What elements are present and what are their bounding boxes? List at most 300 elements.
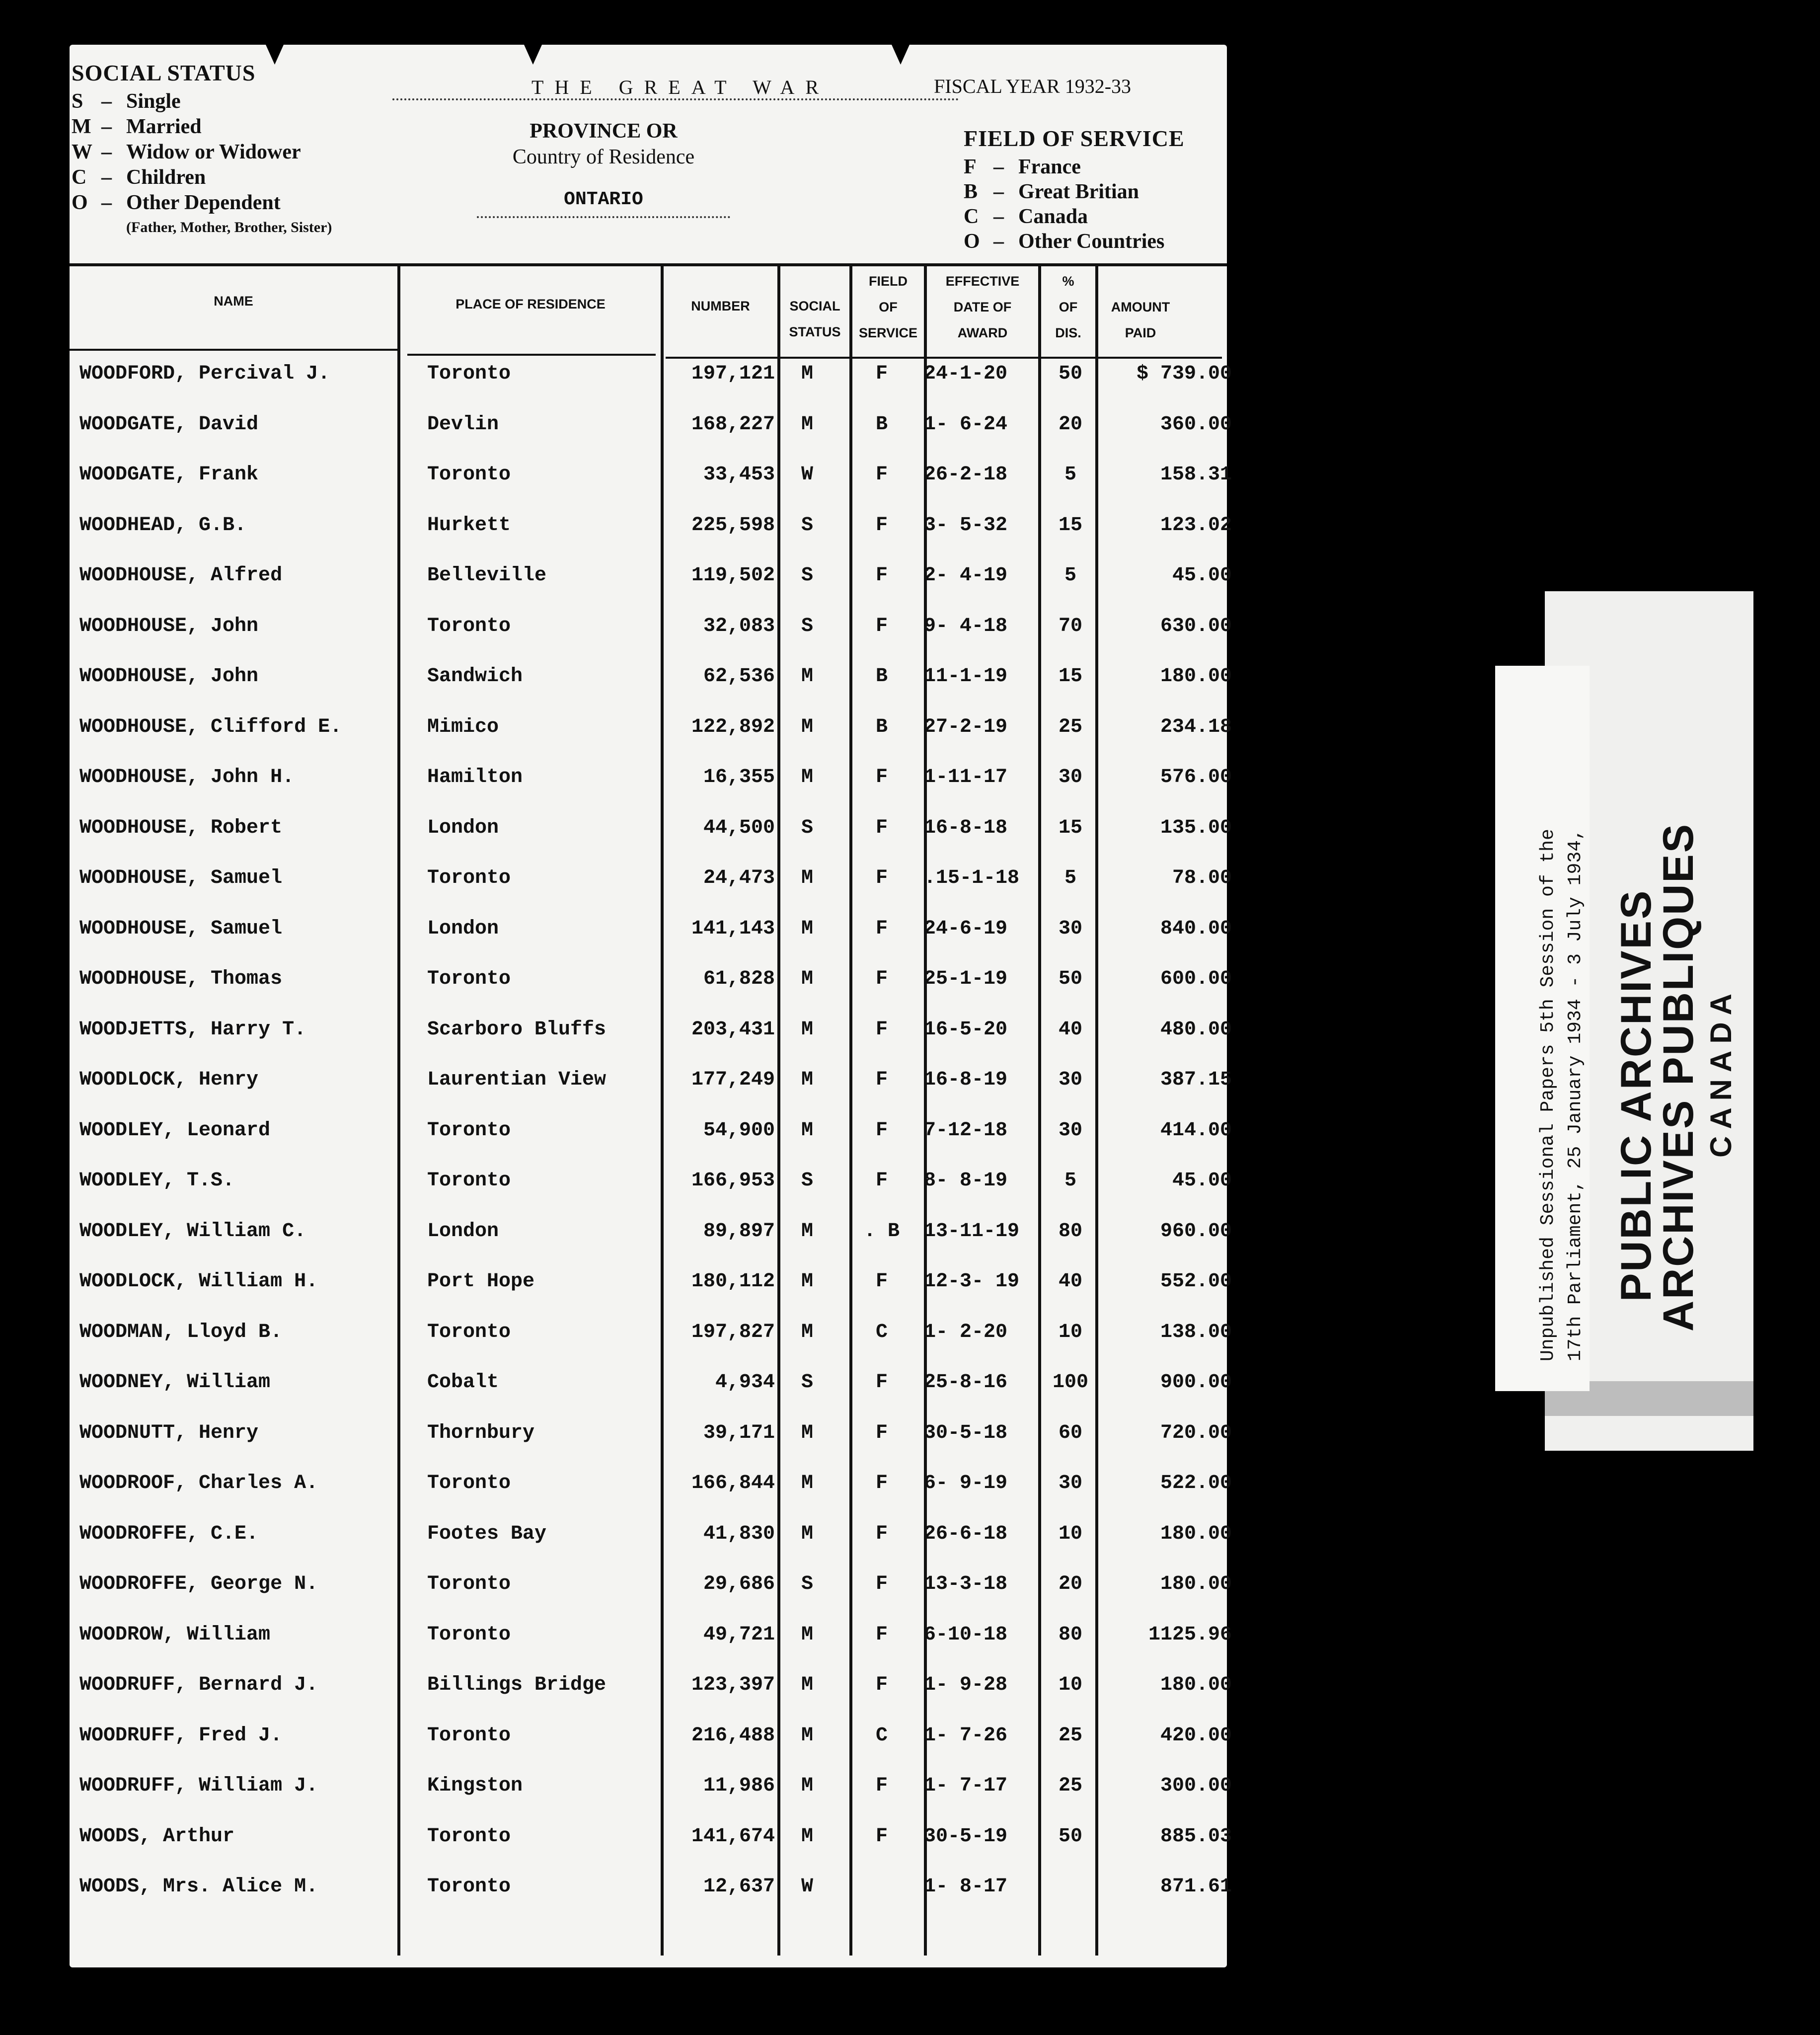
row-effective-date: 27-2-19 — [924, 715, 1008, 738]
row-field-of-service: C — [875, 1724, 888, 1747]
row-name: WOODMAN, Lloyd B. — [79, 1321, 283, 1343]
row-number: 180,112 — [691, 1270, 775, 1293]
row-field-of-service: F — [875, 464, 888, 486]
table-row — [70, 1371, 1232, 1411]
table-row — [70, 1775, 1232, 1814]
table-row — [70, 816, 1232, 857]
province-label: PROVINCE OR — [530, 120, 678, 143]
row-social-status: S — [801, 1371, 813, 1394]
row-field-of-service: F — [875, 867, 888, 889]
row-social-status: W — [801, 464, 813, 486]
row-social-status: M — [801, 665, 813, 688]
row-social-status: M — [801, 1775, 813, 1797]
table-row — [70, 665, 1232, 705]
field-of-service-legend — [964, 155, 1164, 254]
row-number: 89,897 — [703, 1220, 775, 1243]
social-status-legend — [72, 89, 332, 236]
row-social-status: M — [801, 1674, 813, 1696]
country-label: Country of Residence — [512, 146, 695, 168]
row-place: Toronto — [427, 464, 511, 486]
row-amount-paid: 871.61 — [1160, 1876, 1232, 1898]
row-name: WOODLOCK, Henry — [79, 1069, 259, 1091]
archive-line-canada: CANADA — [1704, 987, 1738, 1158]
row-disability-pct: 5 — [1064, 564, 1076, 587]
row-amount-paid: 123.02 — [1160, 514, 1232, 537]
row-field-of-service: F — [875, 1170, 888, 1192]
row-place: Toronto — [427, 1623, 511, 1646]
row-amount-paid: 840.00 — [1160, 917, 1232, 940]
row-place: Devlin — [427, 413, 499, 436]
row-effective-date: 30-5-19 — [924, 1825, 1008, 1848]
col-header-name: NAME — [214, 294, 253, 309]
row-number: 24,473 — [703, 867, 775, 889]
row-field-of-service: F — [875, 816, 888, 839]
row-field-of-service: F — [875, 1573, 888, 1595]
row-field-of-service: F — [875, 917, 888, 940]
row-field-of-service: B — [875, 715, 888, 738]
table-row — [70, 1472, 1232, 1512]
row-disability-pct: 25 — [1058, 1775, 1082, 1797]
table-row — [70, 1321, 1232, 1361]
row-number: 32,083 — [703, 615, 775, 637]
row-disability-pct: 50 — [1058, 968, 1082, 990]
row-disability-pct: 20 — [1058, 413, 1082, 436]
row-social-status: M — [801, 1321, 813, 1343]
row-disability-pct: 80 — [1058, 1220, 1082, 1243]
row-effective-date: 24-6-19 — [924, 917, 1008, 940]
row-name: WOODROOF, Charles A. — [79, 1472, 318, 1494]
archive-line-publiques: ARCHIVES PUBLIQUES — [1655, 822, 1702, 1331]
row-social-status: M — [801, 363, 813, 385]
row-effective-date: 9- 4-18 — [924, 615, 1008, 637]
table-row — [70, 363, 1232, 402]
col-header-social: SOCIAL STATUS — [789, 299, 841, 339]
row-effective-date: 1- 7-17 — [924, 1775, 1008, 1797]
row-place: Port Hope — [427, 1270, 535, 1293]
row-field-of-service: F — [875, 363, 888, 385]
row-effective-date: .15-1-18 — [924, 867, 1020, 889]
row-effective-date: 26-6-18 — [924, 1522, 1008, 1545]
row-social-status: M — [801, 1220, 813, 1243]
row-number: 39,171 — [703, 1421, 775, 1444]
row-disability-pct: 20 — [1058, 1573, 1082, 1595]
col-header-date: EFFECTIVE DATE OF AWARD — [945, 274, 1020, 340]
ledger-sheet — [70, 45, 1232, 1967]
row-number: 168,227 — [691, 413, 775, 436]
row-amount-paid: 414.00 — [1160, 1119, 1232, 1142]
table-row — [70, 1724, 1232, 1764]
legend-item: B – Great Britian — [964, 180, 1139, 203]
row-place: Toronto — [427, 1573, 511, 1595]
row-place: Toronto — [427, 1724, 511, 1747]
row-name: WOODHOUSE, John H. — [79, 766, 295, 788]
row-amount-paid: 522.00 — [1160, 1472, 1232, 1494]
row-amount-paid: 78.00 — [1172, 867, 1232, 889]
row-amount-paid: 387.15 — [1160, 1069, 1232, 1091]
row-effective-date: 11-1-19 — [924, 665, 1008, 688]
row-amount-paid: $ 739.00 — [1136, 363, 1232, 385]
legend-item: C – Canada — [964, 205, 1088, 228]
table-row — [70, 1573, 1232, 1613]
row-place: Belleville — [427, 564, 547, 587]
row-field-of-service: F — [875, 1018, 888, 1041]
row-field-of-service: C — [875, 1321, 888, 1343]
row-name: WOODS, Mrs. Alice M. — [79, 1876, 318, 1898]
row-disability-pct: 15 — [1058, 514, 1082, 537]
row-effective-date: 6-10-18 — [924, 1623, 1008, 1646]
row-effective-date: 7-12-18 — [924, 1119, 1008, 1142]
province-value: ONTARIO — [564, 189, 643, 210]
row-name: WOODFORD, Percival J. — [79, 363, 330, 385]
legend-note: (Father, Mother, Brother, Sister) — [126, 219, 332, 235]
row-name: WOODHEAD, G.B. — [79, 514, 247, 537]
row-social-status: M — [801, 766, 813, 788]
row-effective-date: 2- 4-19 — [924, 564, 1008, 587]
row-name: WOODLEY, William C. — [79, 1220, 306, 1243]
row-place: Toronto — [427, 1825, 511, 1848]
row-name: WOODROW, William — [79, 1623, 271, 1646]
row-social-status: M — [801, 968, 813, 990]
table-row — [70, 1069, 1232, 1108]
table-row — [70, 413, 1232, 453]
row-effective-date: 1- 8-17 — [924, 1876, 1008, 1898]
row-effective-date: 6- 9-19 — [924, 1472, 1008, 1494]
row-name: WOODNEY, William — [79, 1371, 271, 1394]
row-amount-paid: 135.00 — [1160, 816, 1232, 839]
row-place: Thornbury — [427, 1421, 535, 1444]
row-social-status: M — [801, 1472, 813, 1494]
row-amount-paid: 552.00 — [1160, 1270, 1232, 1293]
paper-notch — [892, 45, 910, 65]
row-name: WOODRUFF, Fred J. — [79, 1724, 283, 1747]
legend-item: W – Widow or Widower — [72, 141, 301, 163]
row-field-of-service: F — [875, 1421, 888, 1444]
row-effective-date: 8- 8-19 — [924, 1170, 1008, 1192]
row-social-status: S — [801, 564, 813, 587]
row-amount-paid: 180.00 — [1160, 1573, 1232, 1595]
table-row — [70, 464, 1232, 503]
row-field-of-service: F — [875, 1069, 888, 1091]
social-status-title: SOCIAL STATUS — [72, 60, 256, 85]
row-name: WOODHOUSE, Clifford E. — [79, 715, 342, 738]
row-social-status: M — [801, 867, 813, 889]
row-field-of-service: F — [875, 615, 888, 637]
row-disability-pct: 30 — [1058, 1069, 1082, 1091]
row-disability-pct: 70 — [1058, 615, 1082, 637]
row-field-of-service: F — [875, 1119, 888, 1142]
row-name: WOODRUFF, Bernard J. — [79, 1674, 318, 1696]
table-row — [70, 1119, 1232, 1159]
row-place: Toronto — [427, 615, 511, 637]
row-field-of-service: F — [875, 1522, 888, 1545]
row-name: WOODJETTS, Harry T. — [79, 1018, 306, 1041]
row-amount-paid: 300.00 — [1160, 1775, 1232, 1797]
row-disability-pct: 50 — [1058, 1825, 1082, 1848]
row-number: 33,453 — [703, 464, 775, 486]
row-number: 61,828 — [703, 968, 775, 990]
row-effective-date: 3- 5-32 — [924, 514, 1008, 537]
row-social-status: S — [801, 514, 813, 537]
row-number: 119,502 — [691, 564, 775, 587]
row-social-status: S — [801, 1170, 813, 1192]
row-amount-paid: 576.00 — [1160, 766, 1232, 788]
legend-item: O – Other Countries — [964, 230, 1165, 253]
row-field-of-service: F — [875, 564, 888, 587]
row-name: WOODHOUSE, Robert — [79, 816, 283, 839]
row-disability-pct: 25 — [1058, 1724, 1082, 1747]
table-row — [70, 1421, 1232, 1462]
legend-item: M – Married — [72, 115, 202, 138]
row-field-of-service: F — [875, 766, 888, 788]
row-name: WOODHOUSE, Samuel — [79, 917, 283, 940]
row-name: WOODGATE, Frank — [79, 464, 259, 486]
row-effective-date: 16-5-20 — [924, 1018, 1008, 1041]
row-disability-pct: 15 — [1058, 665, 1082, 688]
row-disability-pct: 30 — [1058, 1119, 1082, 1142]
row-effective-date: 24-1-20 — [924, 363, 1008, 385]
row-social-status: M — [801, 1270, 813, 1293]
row-social-status: M — [801, 1623, 813, 1646]
table-row — [70, 1220, 1232, 1260]
row-name: WOODHOUSE, John — [79, 615, 259, 637]
row-disability-pct: 25 — [1058, 715, 1082, 738]
row-disability-pct: 10 — [1058, 1674, 1082, 1696]
row-name: WOODLEY, T.S. — [79, 1170, 235, 1192]
row-disability-pct: 30 — [1058, 766, 1082, 788]
row-amount-paid: 234.18 — [1160, 715, 1232, 738]
row-social-status: S — [801, 615, 813, 637]
paper-notch — [266, 45, 284, 65]
row-place: Laurentian View — [427, 1069, 607, 1091]
row-number: 54,900 — [703, 1119, 775, 1142]
row-field-of-service: . B — [863, 1220, 900, 1243]
col-header-place: PLACE OF RESIDENCE — [455, 297, 606, 312]
row-social-status: S — [801, 816, 813, 839]
row-amount-paid: 180.00 — [1160, 665, 1232, 688]
row-number: 122,892 — [691, 715, 775, 738]
row-place: Toronto — [427, 1876, 511, 1898]
row-name: WOODS, Arthur — [79, 1825, 235, 1848]
table-row — [70, 514, 1232, 554]
row-place: London — [427, 816, 499, 839]
row-effective-date: 25-8-16 — [924, 1371, 1008, 1394]
row-amount-paid: 45.00 — [1172, 1170, 1232, 1192]
row-number: 11,986 — [703, 1775, 775, 1797]
row-amount-paid: 630.00 — [1160, 615, 1232, 637]
table-top-rule — [70, 263, 1227, 266]
table-row — [70, 564, 1232, 604]
row-number: 197,121 — [691, 363, 775, 385]
row-field-of-service: F — [875, 514, 888, 537]
row-name: WOODLOCK, William H. — [79, 1270, 318, 1293]
row-effective-date: 1- 9-28 — [924, 1674, 1008, 1696]
row-amount-paid: 900.00 — [1160, 1371, 1232, 1394]
row-place: Scarboro Bluffs — [427, 1018, 607, 1041]
col-header-number: NUMBER — [691, 299, 750, 313]
row-amount-paid: 360.00 — [1160, 413, 1232, 436]
row-field-of-service: F — [875, 1775, 888, 1797]
row-place: Toronto — [427, 1170, 511, 1192]
table-row — [70, 1876, 1232, 1915]
row-place: Mimico — [427, 715, 499, 738]
row-amount-paid: 960.00 — [1160, 1220, 1232, 1243]
row-name: WOODHOUSE, Thomas — [79, 968, 283, 990]
table-row — [70, 1674, 1232, 1714]
header-rule — [70, 349, 397, 351]
table-row — [70, 867, 1232, 907]
row-disability-pct: 5 — [1064, 1170, 1076, 1192]
row-number: 29,686 — [703, 1573, 775, 1595]
row-place: Kingston — [427, 1775, 523, 1797]
row-number: 44,500 — [703, 816, 775, 839]
row-number: 12,637 — [703, 1876, 775, 1898]
row-name: WOODROFFE, George N. — [79, 1573, 318, 1595]
row-place: Footes Bay — [427, 1522, 547, 1545]
row-effective-date: 16-8-19 — [924, 1069, 1008, 1091]
row-field-of-service: B — [875, 665, 888, 688]
row-amount-paid: 885.03 — [1160, 1825, 1232, 1848]
row-name: WOODHOUSE, Samuel — [79, 867, 283, 889]
row-place: Sandwich — [427, 665, 523, 688]
row-disability-pct: 10 — [1058, 1522, 1082, 1545]
row-place: London — [427, 1220, 499, 1243]
row-social-status: M — [801, 413, 813, 436]
row-place: Toronto — [427, 1321, 511, 1343]
row-amount-paid: 158.31 — [1160, 464, 1232, 486]
row-amount-paid: 720.00 — [1160, 1421, 1232, 1444]
fiscal-year: FISCAL YEAR 1932-33 — [934, 75, 1132, 97]
row-disability-pct: 60 — [1058, 1421, 1082, 1444]
row-number: 141,143 — [691, 917, 775, 940]
row-effective-date: 1- 2-20 — [924, 1321, 1008, 1343]
table-row — [70, 1018, 1232, 1058]
sessional-text-line-1: Unpublished Sessional Papers 5th Session of the — [1537, 829, 1559, 1361]
row-disability-pct: 10 — [1058, 1321, 1082, 1343]
row-amount-paid: 1125.96 — [1148, 1623, 1232, 1646]
row-place: Billings Bridge — [427, 1674, 607, 1696]
row-social-status: M — [801, 1018, 813, 1041]
table-row — [70, 766, 1232, 806]
row-disability-pct: 100 — [1052, 1371, 1088, 1394]
row-social-status: M — [801, 1825, 813, 1848]
province-rule — [477, 216, 730, 218]
row-effective-date: 13-3-18 — [924, 1573, 1008, 1595]
paper-notch — [524, 45, 542, 65]
row-field-of-service: F — [875, 1674, 888, 1696]
row-place: Hamilton — [427, 766, 523, 788]
row-number: 177,249 — [691, 1069, 775, 1091]
legend-item: O – Other Dependent — [72, 191, 281, 214]
row-social-status: M — [801, 1421, 813, 1444]
row-number: 141,674 — [691, 1825, 775, 1848]
row-effective-date: 12-3- 19 — [924, 1270, 1020, 1293]
table-row — [70, 1522, 1232, 1563]
row-amount-paid: 45.00 — [1172, 564, 1232, 587]
row-social-status: M — [801, 1069, 813, 1091]
row-disability-pct: 30 — [1058, 917, 1082, 940]
row-disability-pct: 5 — [1064, 464, 1076, 486]
row-amount-paid: 600.00 — [1160, 968, 1232, 990]
row-name: WOODROFFE, C.E. — [79, 1522, 259, 1545]
row-effective-date: 1- 7-26 — [924, 1724, 1008, 1747]
legend-item: S – Single — [72, 90, 181, 113]
row-field-of-service: F — [875, 1472, 888, 1494]
row-social-status: S — [801, 1573, 813, 1595]
row-name: WOODGATE, David — [79, 413, 259, 436]
col-header-pct: % OF DIS. — [1055, 274, 1081, 340]
row-field-of-service: F — [875, 1825, 888, 1848]
row-field-of-service: F — [875, 1270, 888, 1293]
table-row — [70, 917, 1232, 957]
war-title: THE GREAT WAR — [531, 76, 830, 98]
row-number: 123,397 — [691, 1674, 775, 1696]
row-social-status: M — [801, 1119, 813, 1142]
row-effective-date: 25-1-19 — [924, 968, 1008, 990]
row-effective-date: 30-5-18 — [924, 1421, 1008, 1444]
row-name: WOODNUTT, Henry — [79, 1421, 259, 1444]
table-row — [70, 1825, 1232, 1865]
row-social-status: M — [801, 1522, 813, 1545]
row-disability-pct: 40 — [1058, 1270, 1082, 1293]
table-row — [70, 615, 1232, 655]
row-social-status: M — [801, 917, 813, 940]
row-field-of-service: F — [875, 968, 888, 990]
col-header-amount: AMOUNT PAID — [1111, 300, 1170, 340]
sessional-text-line-2: 17th Parliament, 25 January 1934 - 3 July 1934, — [1565, 829, 1586, 1361]
row-number: 197,827 — [691, 1321, 775, 1343]
row-amount-paid: 138.00 — [1160, 1321, 1232, 1343]
legend-item: C – Children — [72, 166, 206, 189]
row-disability-pct: 40 — [1058, 1018, 1082, 1041]
row-disability-pct: 15 — [1058, 816, 1082, 839]
table-row — [70, 1623, 1232, 1663]
row-number: 49,721 — [703, 1623, 775, 1646]
row-effective-date: 1- 6-24 — [924, 413, 1008, 436]
table-row — [70, 715, 1232, 756]
row-number: 225,598 — [691, 514, 775, 537]
row-place: Toronto — [427, 1472, 511, 1494]
row-field-of-service: F — [875, 1371, 888, 1394]
row-place: Hurkett — [427, 514, 511, 537]
row-effective-date: 1-11-17 — [924, 766, 1008, 788]
row-field-of-service: B — [875, 413, 888, 436]
row-amount-paid: 180.00 — [1160, 1522, 1232, 1545]
row-disability-pct: 50 — [1058, 363, 1082, 385]
archive-line-public: PUBLIC ARCHIVES — [1612, 889, 1660, 1302]
row-place: Toronto — [427, 867, 511, 889]
row-effective-date: 26-2-18 — [924, 464, 1008, 486]
table-row — [70, 1270, 1232, 1310]
row-place: Toronto — [427, 1119, 511, 1142]
row-place: London — [427, 917, 499, 940]
row-field-of-service: F — [875, 1623, 888, 1646]
row-number: 41,830 — [703, 1522, 775, 1545]
row-social-status: W — [801, 1876, 813, 1898]
row-effective-date: 13-11-19 — [924, 1220, 1020, 1243]
row-number: 62,536 — [703, 665, 775, 688]
row-amount-paid: 420.00 — [1160, 1724, 1232, 1747]
row-number: 203,431 — [691, 1018, 775, 1041]
row-name: WOODLEY, Leonard — [79, 1119, 271, 1142]
header-rule — [407, 354, 656, 356]
row-place: Cobalt — [427, 1371, 499, 1394]
table-body — [70, 358, 1232, 1957]
row-disability-pct: 5 — [1064, 867, 1076, 889]
row-number: 4,934 — [715, 1371, 775, 1394]
row-effective-date: 16-8-18 — [924, 816, 1008, 839]
row-number: 166,844 — [691, 1472, 775, 1494]
row-amount-paid: 180.00 — [1160, 1674, 1232, 1696]
